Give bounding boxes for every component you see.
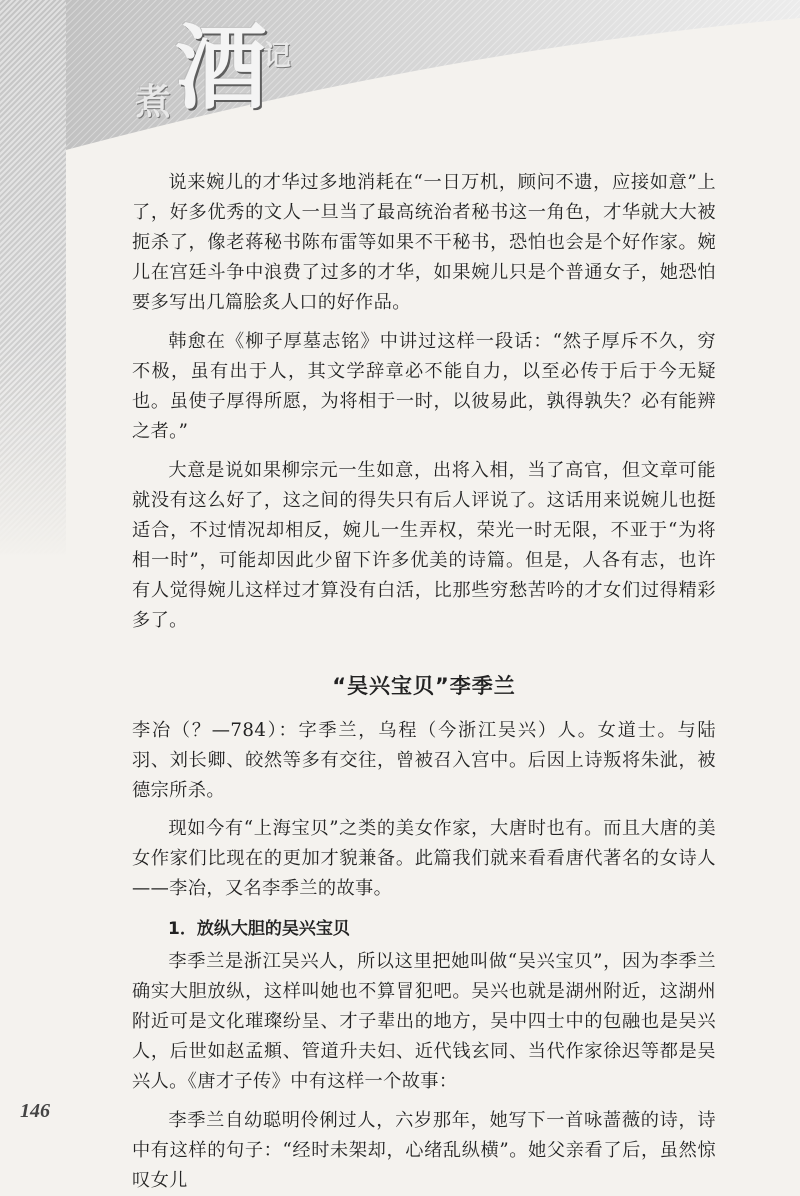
paragraph: 韩愈在《柳子厚墓志铭》中讲过这样一段话：“然子厚斥不久，穷不极，虽有出于人，其文学辞章必不能自力，以至必传于后于今无疑也。虽使子厚得所愿，为将相于一时，以彼易此，孰得孰失？必有能辨之者。” — [132, 331, 716, 442]
section-title: “吴兴宝贝”李季兰 — [332, 674, 516, 698]
paragraph: 李季兰是浙江吴兴人，所以这里把她叫做“吴兴宝贝”，因为李季兰确实大胆放纵，这样叫她也不算冒犯吧。吴兴也就是湖州附近，这湖州附近可是文化璀璨纷呈、才子辈出的地方，吴中四士中的包融也是吴兴人，后世如赵孟頫、管道升夫妇、近代钱玄同、当代作家徐迟等都是吴兴人。《唐才子传》中有这样一个故事： — [132, 951, 716, 1092]
page-content — [132, 168, 716, 1196]
title-char-ji: 记 — [263, 39, 292, 72]
header-band — [0, 0, 800, 150]
title-char-jiu: 酒 — [175, 14, 268, 122]
title-char-zhu: 煮 — [135, 81, 172, 123]
paragraph: 现如今有“上海宝贝”之类的美女作家，大唐时也有。而且大唐的美女作家们比现在的更加才貌兼备。此篇我们就来看看唐代著名的女诗人——李冶，又名李季兰的故事。 — [132, 818, 716, 899]
bio-paragraph: 李冶（？—784）：字季兰，乌程（今浙江吴兴）人。女道士。与陆羽、刘长卿、皎然等多有交往，曾被召入宫中。后因上诗叛将朱泚，被德宗所杀。 — [132, 720, 716, 801]
left-margin-hatch — [0, 0, 66, 560]
paragraph: 李季兰自幼聪明伶俐过人，六岁那年，她写下一首咏蔷薇的诗，诗中有这样的句子：“经时未架却，心绪乱纵横”。她父亲看了后，虽然惊叹女儿 — [132, 1110, 716, 1191]
paragraph: 说来婉儿的才华过多地消耗在“一日万机，顾问不遗，应接如意”上了，好多优秀的文人一旦当了最高统治者秘书这一角色，才华就大大被扼杀了，像老蒋秘书陈布雷等如果不干秘书，恐怕也会是个好作家。婉儿在宫廷斗争中浪费了过多的才华，如果婉儿只是个普通女子，她恐怕要多写出几篇脍炙人口的好作品。 — [132, 172, 716, 313]
page-number: 146 — [20, 1100, 50, 1122]
subheading: 1．放纵大胆的吴兴宝贝 — [168, 919, 350, 939]
chapter-title-logo — [135, 14, 305, 132]
header-decoration — [0, 0, 800, 150]
paragraph: 大意是说如果柳宗元一生如意，出将入相，当了高官，但文章可能就没有这么好了，这之间的得失只有后人评说了。这话用来说婉儿也挺适合，不过情况却相反，婉儿一生弄权，荣光一时无限，不亚于“为将相一时”，可能却因此少留下许多优美的诗篇。但是，人各有志，也许有人觉得婉儿这样过才算没有白活，比那些穷愁苦吟的才女们过得精彩多了。 — [132, 460, 716, 631]
